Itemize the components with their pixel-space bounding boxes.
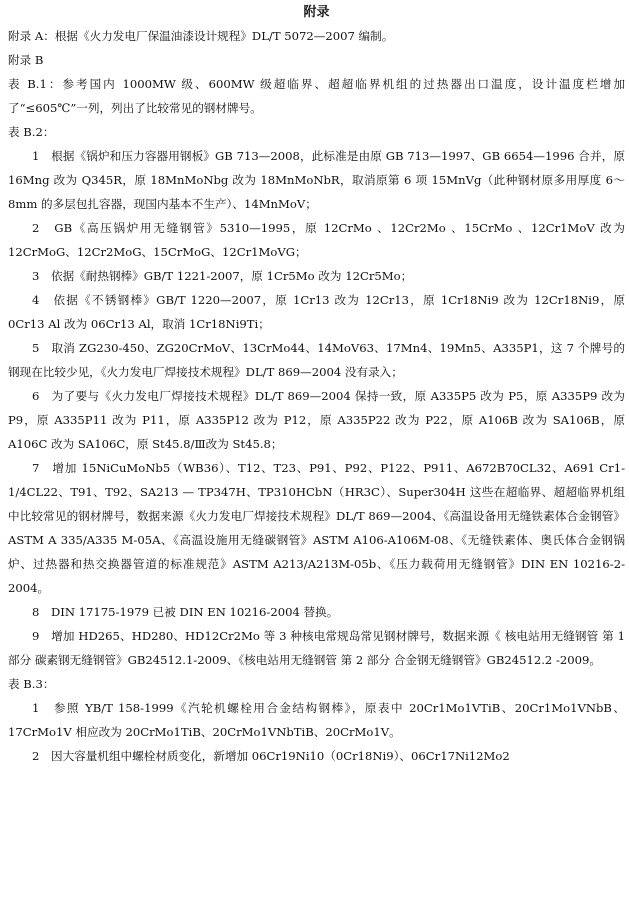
appendix-a-line: 附录 A：根据《火力发电厂保温油漆设计规程》DL/T 5072—2007 编制。 xyxy=(8,29,394,43)
table-b2-item-6: 6 为了要与《火力发电厂焊接技术规程》DL/T 869—2004 保持一致，原 A335P5 改为 P5，原 A335P9 改为 P9，原 A335P11 改为 P11，原 A335P12 改为 P12，原 A335P22 改为 P22，原 A106B 改为 SA106B，原 A106C 改为 SA106C，原 St45.8/Ⅲ改为 St45.8； xyxy=(8,389,625,451)
table-b2-heading: 表 B.2： xyxy=(8,125,55,139)
appendix-b-heading: 附录 B xyxy=(8,53,44,67)
table-b2-item-3: 3 依据《耐热钢棒》GB/T 1221-2007，原 1Cr5Mo 改为 12Cr5Mo； xyxy=(32,269,413,283)
table-b3-item-2: 2 因大容量机组中螺栓材质变化，新增加 06Cr19Ni10（0Cr18Ni9）、06Cr17Ni12Mo2 xyxy=(32,749,510,763)
table-b2-item-9: 9 增加 HD265、HD280、HD12Cr2Mo 等 3 种核电常规岛常见钢材牌号，数据来源《 核电站用无缝钢管 第 1 部分 碳素钢无缝钢管》GB24512.1-2009、《核电站用无缝钢管 第 2 部分 合金钢无缝钢管》GB24512.2 -2009。 xyxy=(8,629,625,667)
table-b2-item-1: 1 根据《锅炉和压力容器用钢板》GB 713—2008，此标准是由原 GB 713—1997、GB 6654—1996 合并，原 16Mng 改为 Q345R，原 18MnMoNbg 改为 18MnMoNbR，取消原第 6 项 15MnVg（此种钢材原多用厚度 6～8mm 的多层包扎容器，现国内基本不生产）、14MnMoV； xyxy=(8,149,625,211)
table-b2-item-4: 4 依据《不锈钢棒》GB/T 1220—2007，原 1Cr13 改为 12Cr13，原 1Cr18Ni9 改为 12Cr18Ni9，原 0Cr13 Al 改为 06Cr13 Al，取消 1Cr18Ni9Ti； xyxy=(8,293,625,331)
table-b2-item-7: 7 增加 15NiCuMoNb5（WB36）、T12、T23、P91、P92、P122、P911、A672B70CL32、A691 Cr1-1/4CL22、T91、T92、SA213 — TP347H、TP310HCbN（HR3C）、Super304H 这些在超临界、超超临界机组中比较常见的钢材牌号，数据来源《火力发电厂焊接技术规程》DL/T 869—2004、《高温设备用无缝铁素体合金钢管》ASTM A 335/A335 M-05A、《高温设施用无缝碳钢管》ASTM A106-A106M-08、《无缝铁素体、奥氏体合金钢锅炉、过热器和热交换器管道的标准规范》ASTM A213/A213M-05b、《压力载荷用无缝钢管》DIN EN 10216-2-2004。 xyxy=(8,461,625,595)
table-b3-heading: 表 B.3： xyxy=(8,677,55,691)
page-title: 附录 xyxy=(303,5,330,20)
table-b3-item-1: 1 参照 YB/T 158-1999《汽轮机螺栓用合金结构钢棒》，原表中 20Cr1Mo1VTiB、20Cr1Mo1VNbB、17CrMo1V 相应改为 20CrMo1TiB、20CrMo1VNbTiB、20CrMo1V。 xyxy=(8,701,625,739)
table-b2-item-2: 2 GB《高压锅炉用无缝钢管》5310—1995，原 12CrMo 、12Cr2Mo 、15CrMo 、12Cr1MoV 改为 12CrMoG、12Cr2MoG、15CrMoG、12Cr1MoVG； xyxy=(8,221,625,259)
table-b2-item-5: 5 取消 ZG230-450、ZG20CrMoV、13CrMo44、14MoV63、17Mn4、19Mn5、A335P1，这 7 个牌号的钢现在比较少见，《火力发电厂焊接技术规程》DL/T 869—2004 没有录入； xyxy=(8,341,625,379)
table-b1-note: 表 B.1：参考国内 1000MW 级、600MW 级超临界、超超临界机组的过热器出口温度，设计温度栏增加了“≤605℃”一列，列出了比较常见的钢材牌号。 xyxy=(8,77,625,115)
table-b2-item-8: 8 DIN 17175-1979 已被 DIN EN 10216-2004 替换。 xyxy=(32,605,339,619)
